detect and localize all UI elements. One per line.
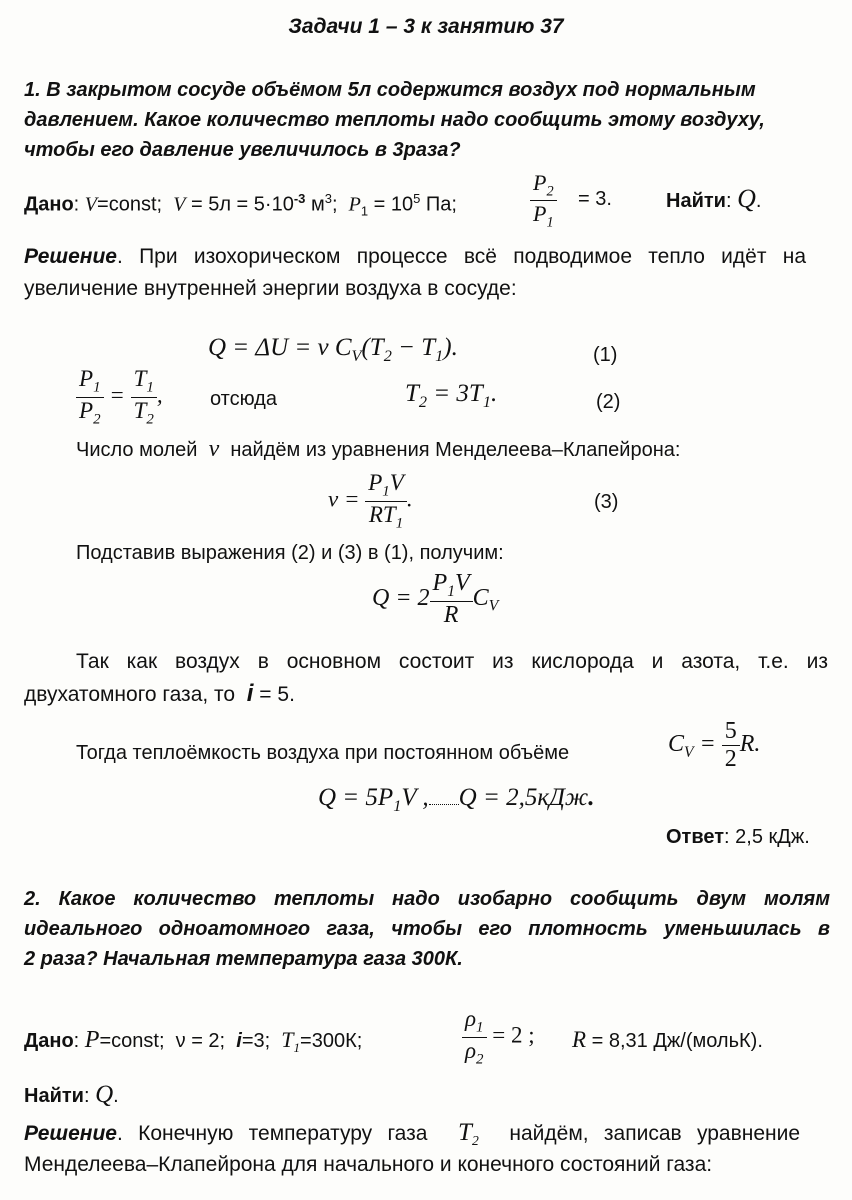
find2-dot: . — [113, 1085, 119, 1107]
given2-i-val: =3; — [241, 1030, 271, 1052]
given-p1-value: = 10 — [373, 193, 414, 216]
eq4-C-sub: V — [488, 597, 499, 615]
eq4-C: C — [472, 584, 489, 611]
problem2-statement-line3: 2 раза? Начальная температура газа 300К. — [24, 948, 463, 970]
var-P1-sub: 1 — [360, 203, 369, 219]
ratio-den-sub: 1 — [546, 214, 554, 231]
eq2-equals: = — [109, 382, 125, 408]
eq2-res-sub2: 1 — [482, 393, 491, 411]
solution2-line2: Менделеева–Клапейрона для начального и конечного состояний газа: — [24, 1153, 713, 1176]
air-text-a: двухатомного газа, то — [24, 683, 236, 706]
rho-ratio — [462, 1006, 535, 1068]
eq2-p2-sub: 2 — [93, 411, 101, 428]
equation-2-ratio — [76, 366, 163, 428]
find-var-Q: Q — [737, 184, 756, 213]
eq4-den: R — [443, 601, 459, 628]
ratio-den: P — [533, 201, 547, 227]
final-a-sub: 1 — [393, 797, 402, 815]
eq4-lhs: Q = 2 — [372, 584, 430, 611]
solution1-line2: увеличение внутренней энергии воздуха в сосуде: — [24, 277, 517, 300]
given2-const: =const; — [99, 1030, 165, 1052]
problem2-find: Найти: Q. — [24, 1081, 119, 1108]
problem2-given: Дано: P=const; ν = 2; i=3; $T_1=300К$; — [24, 1027, 363, 1055]
given-volume: = 5л = 5·10 — [190, 193, 294, 216]
rho-den: ρ — [465, 1037, 477, 1063]
find-dot: . — [755, 190, 762, 212]
given2-T-sub: 1 — [293, 1040, 301, 1055]
air-text-b: = 5. — [259, 683, 295, 706]
var-P1: P — [348, 193, 361, 216]
final-c: Q = 2,5кДж — [458, 784, 589, 811]
solution2-text-b: найдём, записав уравнение — [509, 1122, 801, 1145]
eq3-num-sub: 1 — [382, 483, 390, 500]
eq1-main: Q = ΔU = ν C — [208, 334, 352, 361]
equation-1 — [208, 334, 458, 366]
problem1-statement-line3: чтобы его давление увеличилось в 3раза? — [24, 139, 461, 161]
eq2-res-rest: = 3T — [427, 380, 483, 407]
gas-constant — [572, 1025, 763, 1056]
equation-4 — [372, 570, 498, 629]
final-result — [318, 784, 594, 816]
final-dot: . — [588, 784, 595, 811]
eq2-result — [405, 380, 497, 412]
var-V: V — [84, 193, 98, 216]
page-title: Задачи 1 – 3 к занятию 37 — [288, 15, 564, 38]
heat-C: C — [668, 731, 685, 758]
solution2-label: Решение — [24, 1122, 117, 1145]
eq2-res-T2: T — [405, 380, 419, 407]
eq3-den: RT — [368, 501, 396, 527]
solution1-line1 — [24, 242, 806, 272]
eq2-dot: . — [490, 380, 498, 407]
heat-C-sub: V — [684, 743, 694, 761]
eq2-p2: P — [79, 397, 94, 423]
eq4-num-P: P — [432, 570, 448, 596]
given2-P: P — [84, 1027, 100, 1053]
solution2-T-sub: 2 — [471, 1133, 479, 1149]
given-p1-exp: 5 — [413, 191, 421, 206]
problem2-statement-line2: идеального одноатомного газа, чтобы его плотность уменьшилась в — [24, 918, 830, 940]
problem1-statement-line1: 1. В закрытом сосуде объёмом 5л содержится воздух под нормальным — [24, 79, 756, 101]
rho-value: = 2 ; — [492, 1022, 535, 1048]
eq2-comma: , — [156, 382, 163, 408]
given-vol-exp: -3 — [293, 191, 306, 206]
heat-num: 5 — [722, 718, 740, 746]
rho-den-sub: 2 — [476, 1051, 484, 1068]
ratio-num: P — [533, 170, 547, 195]
answer-1 — [666, 822, 810, 852]
eq2-number: (2) — [596, 391, 621, 413]
given-m3: м — [310, 193, 325, 216]
final-a: Q = 5P — [318, 784, 394, 811]
rho-num: ρ — [465, 1006, 477, 1031]
problem1-given: Дано: V=const; $V = 5л = 5\cdot 10^{-3}$ $м^3$; $P_1 = 10^5$ Па; — [24, 191, 457, 219]
eq4-num-V: V — [455, 570, 470, 596]
eq2-p1: P — [79, 366, 94, 391]
given2-label: Дано — [24, 1030, 74, 1052]
moles-text-a: Число молей — [76, 439, 198, 461]
eq3-lhs: ν = — [328, 486, 360, 512]
eq3-num-P: P — [368, 470, 383, 495]
air-i: i — [246, 680, 254, 707]
var-V2: V — [173, 193, 186, 216]
solution2-T: T — [458, 1119, 472, 1146]
find-label: Найти — [666, 190, 726, 212]
given2-T-val: =300К; — [300, 1030, 363, 1052]
eq2-hence: отсюда — [210, 388, 277, 410]
heat-R: R — [739, 731, 755, 758]
eq1-number: (1) — [593, 344, 618, 366]
problem1-find: Найти: Q. — [666, 184, 762, 213]
rho-num-sub: 1 — [476, 1019, 484, 1036]
problem1-statement-line2: давлением. Какое количество теплоты надо сообщить этому воздуху, — [24, 109, 765, 131]
heat-capacity-formula — [668, 718, 760, 773]
eq2-t1-sub: 1 — [146, 379, 154, 396]
eq2-t2: T — [133, 397, 147, 423]
heat-capacity-line: Тогда теплоёмкость воздуха при постоянном объёме — [76, 742, 570, 764]
given-label: Дано — [24, 193, 74, 216]
substitute-line: Подставив выражения (2) и (3) в (1), получим: — [76, 542, 504, 564]
eq2-t1: T — [133, 366, 147, 391]
ratio-value: = 3. — [578, 188, 612, 210]
heat-equals: = — [699, 731, 716, 758]
given2-T: T — [281, 1027, 294, 1052]
eq2-p1-sub: 1 — [93, 379, 101, 396]
moles-text-b: найдём из уравнения Менделеева–Клапейрона: — [230, 439, 681, 461]
answer-label: Ответ — [666, 826, 725, 848]
given-m3-exp: 3 — [324, 191, 332, 206]
gas-constant-R: R — [572, 1027, 587, 1052]
air-line1: Так как воздух в основном состоит из кислорода и азота, т.е. из — [76, 650, 828, 673]
eq1-close: ). — [443, 334, 458, 361]
problem2-statement-line1: 2. Какое количество теплоты надо изобарно сообщить двум молям — [24, 888, 830, 910]
moles-nu: ν — [208, 436, 220, 462]
eq1-sub: V — [351, 347, 362, 365]
gas-constant-value: = 8,31 Дж/(мольК). — [591, 1030, 763, 1052]
ratio-num-sub: 2 — [546, 183, 554, 200]
eq3-number: (3) — [594, 491, 619, 513]
eq3-den-sub: 1 — [395, 515, 404, 532]
final-b: V , — [401, 784, 429, 811]
eq3-dot: . — [406, 486, 413, 512]
eq1-rest: (T — [361, 334, 384, 361]
eq1-t2: 2 — [383, 347, 392, 365]
eq1-minus: − T — [391, 334, 436, 361]
air-line2 — [24, 679, 295, 710]
solution-label: Решение — [24, 245, 117, 268]
eq2-t2-sub: 2 — [146, 411, 154, 428]
given2-nu: ν = 2; — [175, 1030, 226, 1052]
eq3-num-V: V — [389, 470, 404, 495]
solution2-text-a: . Конечную температуру газа — [116, 1122, 428, 1145]
heat-den: 2 — [724, 746, 737, 772]
eq2-res-T2-sub: 2 — [418, 393, 428, 411]
moles-line — [76, 434, 680, 465]
find2-var-Q: Q — [95, 1081, 114, 1108]
ratio-p2-p1 — [530, 170, 557, 232]
given-semicolon: ; — [331, 193, 338, 216]
given-const: =const; — [97, 193, 163, 216]
eq4-num-sub: 1 — [447, 582, 455, 600]
find2-label: Найти — [24, 1085, 84, 1107]
eq1-t1: 1 — [435, 347, 444, 365]
given2-i: i — [236, 1030, 242, 1052]
given-pa: Па; — [425, 193, 457, 216]
solution-text1: . При изохорическом процессе всё подводимое тепло идёт на — [116, 245, 806, 268]
equation-3 — [328, 470, 413, 532]
answer-value: : 2,5 кДж. — [724, 826, 810, 848]
heat-dot: . — [754, 731, 761, 758]
